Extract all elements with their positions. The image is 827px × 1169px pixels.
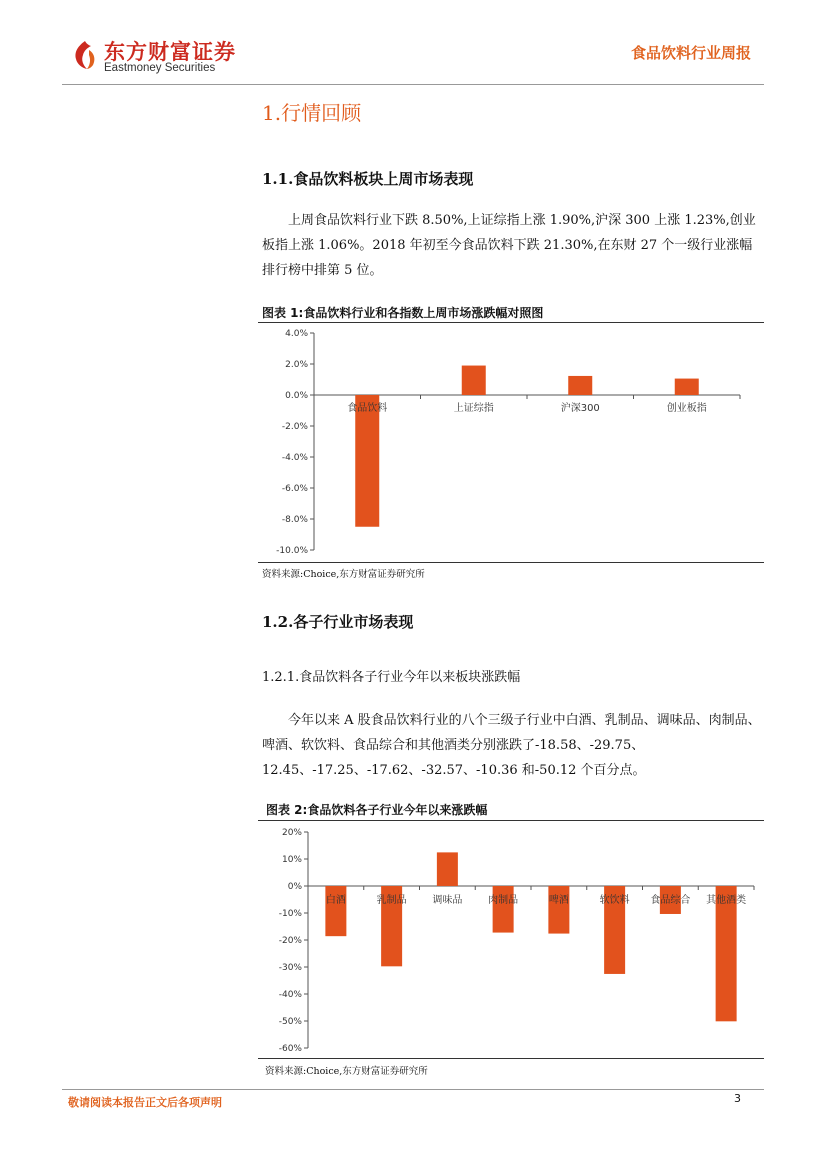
page-number: 3 [734, 1092, 741, 1105]
x-category-label: 乳制品 [376, 895, 407, 906]
page-header [0, 0, 827, 90]
x-category-label: 肉制品 [488, 895, 519, 906]
logo-english-name: Eastmoney Securities [104, 62, 216, 74]
bar [437, 852, 458, 886]
y-tick-label: -10.0% [276, 546, 308, 556]
figure-1-title: 图表 1:食品饮料行业和各指数上周市场涨跌幅对照图 [262, 306, 544, 320]
y-tick-label: -6.0% [281, 484, 308, 494]
x-category-label: 啤酒 [548, 895, 569, 906]
y-tick-label: -10% [278, 909, 302, 919]
header-divider [62, 84, 764, 85]
y-tick-label: -40% [278, 990, 302, 1000]
bar [548, 886, 569, 934]
x-category-label: 白酒 [325, 895, 346, 906]
y-tick-label: 2.0% [285, 360, 308, 370]
x-category-label: 软饮料 [599, 895, 630, 906]
figure-1-top-rule [258, 322, 764, 323]
figure-2-chart [258, 823, 764, 1057]
y-tick-label: -4.0% [281, 453, 308, 463]
figure-2-source: 资料来源:Choice,东方财富证券研究所 [265, 1066, 428, 1077]
bar [493, 886, 514, 933]
eastmoney-logo-icon [72, 40, 98, 70]
y-tick-label: -30% [278, 963, 302, 973]
y-tick-label: -20% [278, 936, 302, 946]
bar [325, 886, 346, 936]
report-type: 食品饮料行业周报 [630, 44, 751, 62]
figure-2-bottom-rule [258, 1058, 764, 1059]
y-tick-label: -8.0% [281, 515, 308, 525]
figure-1-source: 资料来源:Choice,东方财富证券研究所 [262, 569, 425, 580]
chart-1-svg [258, 325, 764, 561]
figure-2-top-rule [258, 820, 764, 821]
bar [462, 366, 486, 395]
figure-1-bottom-rule [258, 562, 764, 563]
y-tick-label: 0% [287, 882, 302, 892]
x-category-label: 沪深300 [560, 403, 600, 414]
bar [716, 886, 737, 1021]
y-tick-label: 10% [281, 855, 302, 865]
y-tick-label: 4.0% [285, 329, 308, 339]
figure-2-title: 图表 2:食品饮料各子行业今年以来涨跌幅 [266, 803, 488, 817]
subsection-1-2-1-title: 1.2.1.食品饮料各子行业今年以来板块涨跌幅 [262, 670, 521, 685]
x-category-label: 食品综合 [650, 895, 691, 906]
footer-divider [62, 1089, 764, 1090]
bar [568, 376, 592, 395]
bar [355, 395, 379, 527]
x-category-label: 食品饮料 [347, 403, 388, 414]
section-title: 1.行情回顾 [262, 101, 362, 125]
subsection-1-1-text: 上周食品饮料行业下跌 8.50%,上证综指上涨 1.90%,沪深 300 上涨 1.23%,创业板指上涨 1.06%。2018 年初至今食品饮料下跌 21.30%,在东财 27 个一级行业涨幅排行榜中排第 5 位。 [262, 213, 756, 278]
chart-2-svg [258, 823, 764, 1057]
x-category-label: 创业板指 [666, 403, 707, 414]
y-tick-label: -60% [278, 1044, 302, 1054]
subsection-1-1-title: 1.1.食品饮料板块上周市场表现 [262, 170, 474, 188]
y-tick-label: 20% [281, 828, 302, 838]
y-tick-label: -2.0% [281, 422, 308, 432]
subsection-1-2-1-text: 今年以来 A 股食品饮料行业的八个三级子行业中白酒、乳制品、调味品、肉制品、啤酒、软饮料、食品综合和其他酒类分别涨跌了-18.58、-29.75、12.45、-17.25、-17.62、-32.57、-10.36 和-50.12 个百分点。 [262, 713, 761, 778]
x-category-label: 上证综指 [453, 403, 494, 414]
y-tick-label: -50% [278, 1017, 302, 1027]
figure-1-chart [258, 325, 764, 561]
x-category-label: 其他酒类 [706, 895, 747, 906]
logo-chinese-name: 东方财富证券 [104, 40, 236, 64]
subsection-1-2-title: 1.2.各子行业市场表现 [262, 613, 414, 631]
bar [675, 379, 699, 395]
y-tick-label: 0.0% [285, 391, 308, 401]
x-category-label: 调味品 [432, 895, 463, 906]
footer-disclaimer: 敬请阅读本报告正文后各项声明 [68, 1096, 222, 1109]
